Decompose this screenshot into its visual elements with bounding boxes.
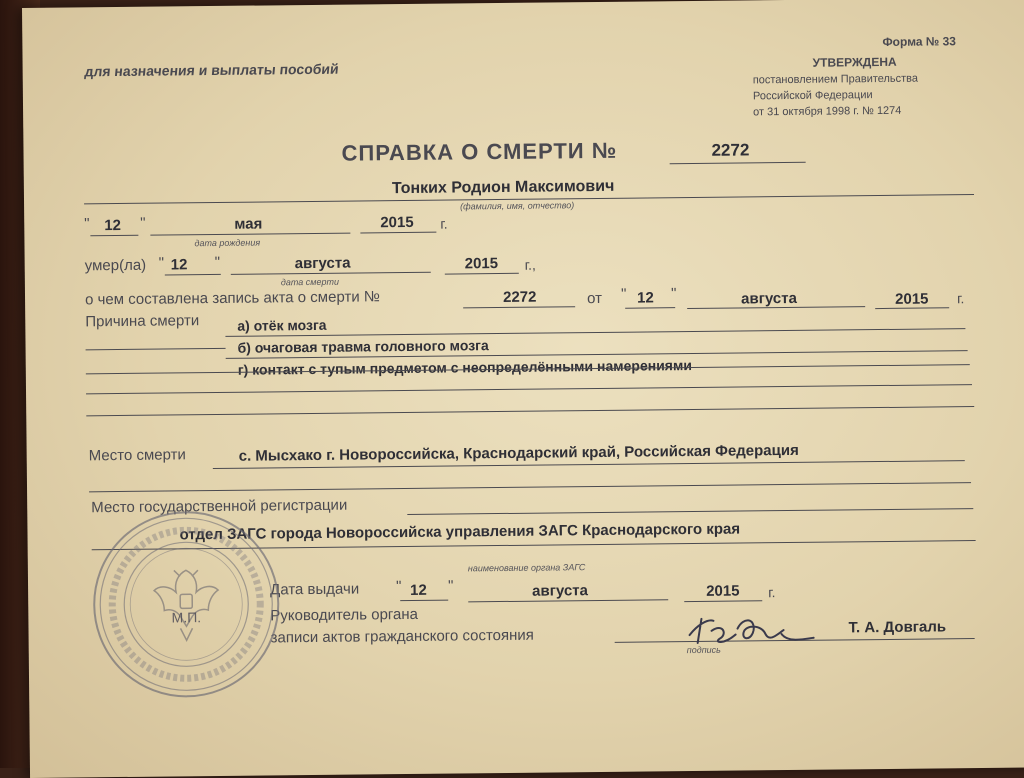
certificate-paper — [22, 0, 1024, 778]
head-title-line-1: Руководитель органа — [270, 605, 419, 625]
approved-date: от 31 октября 1998 г. № 1274 — [753, 104, 902, 119]
signature-caption: подпись — [686, 644, 721, 656]
cause-a-line — [225, 328, 965, 337]
birth-month-line — [150, 233, 350, 236]
issue-day: 12 — [410, 581, 427, 599]
record-from: от — [586, 289, 603, 308]
death-day: 12 — [170, 256, 188, 274]
issue-quote-open: " — [395, 578, 402, 596]
birth-day: 12 — [104, 216, 122, 235]
approved-by: постановлением Правительства — [752, 72, 919, 87]
full-name-caption: (фамилия, имя, отчество) — [460, 200, 575, 212]
full-name: Тонких Родион Максимович — [391, 177, 615, 198]
death-month-line — [231, 272, 431, 275]
registration-value: отдел ЗАГС города Новороссийска управления ЗАГС Краснодарского края — [179, 520, 741, 544]
cause-b-line — [86, 348, 226, 350]
death-year: 2015 — [464, 255, 499, 273]
cause-blank-line-1 — [86, 384, 972, 394]
official-stamp — [89, 507, 283, 701]
issue-year: 2015 — [706, 582, 740, 600]
record-label: о чем составлена запись акта о смерти № — [84, 288, 381, 309]
record-year: 2015 — [895, 290, 929, 308]
issue-year-suffix: г. — [768, 584, 776, 601]
record-number: 2272 — [502, 288, 537, 306]
place-value: с. Мысхако г. Новороссийска, Краснодарский край, Российская Федерация — [238, 441, 799, 465]
birth-quote-open: " — [84, 215, 90, 233]
issue-month-line — [468, 599, 668, 602]
cause-label: Причина смерти — [85, 312, 200, 331]
registration-caption: наименование органа ЗАГС — [467, 562, 586, 574]
head-title-line-2: записи актов гражданского состояния — [270, 626, 534, 647]
birth-quote-close: " — [140, 214, 146, 232]
death-day-line — [165, 274, 221, 276]
cause-g: г) контакт с тупым предметом с неопределёнными намерениями — [237, 357, 692, 378]
death-quote-open: " — [158, 254, 165, 272]
birth-year: 2015 — [380, 213, 414, 232]
cause-blank-line-2 — [86, 406, 974, 416]
approved-label: УТВЕРЖДЕНА — [812, 54, 897, 70]
birth-year-suffix: г. — [440, 215, 448, 232]
record-month-line — [687, 306, 865, 309]
issue-quote-close: " — [447, 577, 454, 595]
cause-a: а) отёк мозга — [237, 316, 327, 334]
issue-day-line — [400, 600, 448, 602]
certificate-number: 2272 — [711, 140, 750, 160]
death-caption: дата смерти — [280, 276, 340, 288]
place-line-2 — [89, 482, 971, 492]
record-number-line — [463, 306, 575, 308]
birth-caption: дата рождения — [194, 237, 261, 249]
record-year-suffix: г. — [957, 290, 965, 307]
death-year-line — [445, 273, 519, 275]
issue-label: Дата выдачи — [270, 580, 360, 599]
form-number: Форма № 33 — [882, 34, 957, 49]
record-month: августа — [740, 289, 797, 308]
registration-label-line — [407, 508, 973, 515]
death-label: умер(ла) — [84, 256, 147, 275]
birth-month: мая — [234, 215, 263, 233]
purpose-text: для назначения и выплаты пособий — [83, 60, 340, 80]
death-year-suffix: г., — [524, 256, 536, 273]
issue-month: августа — [532, 582, 589, 600]
registration-label: Место государственной регистрации — [91, 496, 348, 517]
death-month: августа — [294, 254, 351, 273]
approved-by-2: Российской Федерации — [752, 89, 873, 103]
cause-b: б) очаговая травма головного мозга — [237, 337, 489, 356]
death-quote-close: " — [214, 253, 221, 271]
head-name: Т. А. Довгаль — [848, 618, 947, 637]
record-quote-open: " — [620, 285, 627, 303]
handwritten-signature — [683, 604, 824, 655]
certificate-number-line — [670, 162, 806, 164]
issue-year-line — [684, 600, 762, 602]
birth-year-line — [360, 232, 436, 234]
stamp-center-text: М.П. — [171, 609, 202, 626]
record-day-line — [625, 307, 675, 309]
record-quote-close: " — [670, 285, 677, 303]
birth-day-line — [90, 235, 138, 237]
record-day: 12 — [636, 289, 654, 307]
certificate-title: СПРАВКА О СМЕРТИ № — [341, 137, 618, 166]
record-year-line — [875, 307, 949, 309]
place-label: Место смерти — [88, 446, 186, 465]
